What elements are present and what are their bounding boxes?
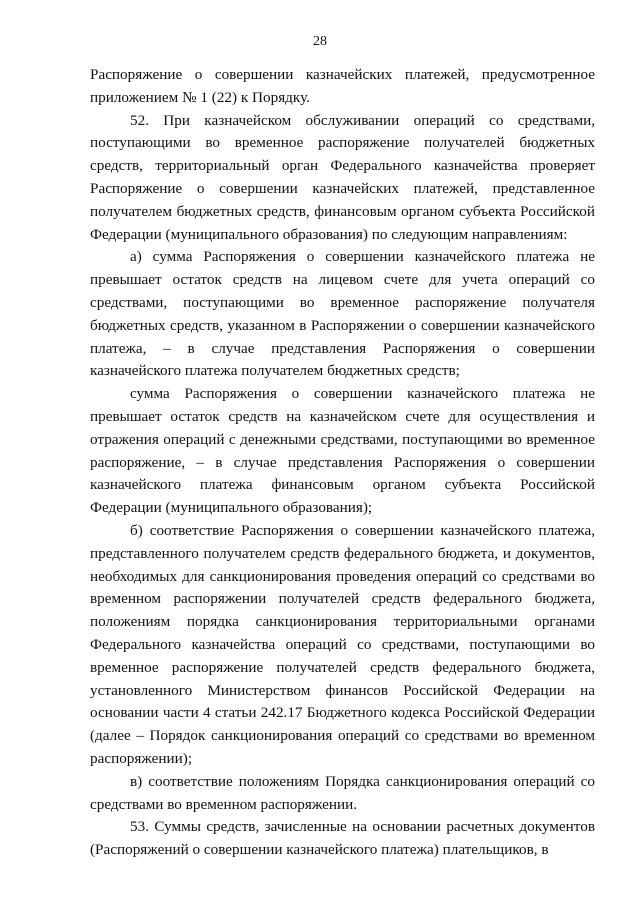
document-body [90,64,595,862]
paragraph-6: в) соответствие положениям Порядка санкционирования операций со средствами во временном распоряжении. [90,772,595,813]
paragraph-4: сумма Распоряжения о совершении казначейского платежа не превышает остаток средств на казначейском счете для осуществления и отражения операций с денежными средствами, поступающими во временное распоряжение, – в случае представления Распоряжения о совершении казначейского платежа финансовым органом субъекта Российской Федерации (муниципального образования); [90,385,595,517]
paragraph-1: Распоряжение о совершении казначейских платежей, предусмотренное приложением № 1 (22) к Порядку. [90,66,595,106]
paragraph-3: а) сумма Распоряжения о совершении казначейского платежа не превышает остаток средств на лицевом счете для учета операций со средствами, поступающими во временное распоряжение получателя бюджетных средств, указанном в Распоряжении о совершении казначейского платежа, – в случае представления Распоряжения о совершении казначейского платежа получателем бюджетных средств; [90,248,595,380]
page-number: 28 [313,34,327,49]
paragraph-7: 53. Суммы средств, зачисленные на основании расчетных документов (Распоряжений о совершении казначейского платежа) плательщиков, в [90,818,595,859]
paragraph-2: 52. При казначейском обслуживании операций со средствами, поступающими во временное распоряжение получателей бюджетных средств, территориальный орган Федерального казначейства проверяет Распоряжение о совершении казначейских платежей, представленное получателем бюджетных средств, финансовым органом субъекта Российской Федерации (муниципального образования) по следующим направлениям: [90,111,595,243]
paragraph-5: б) соответствие Распоряжения о совершении казначейского платежа, представленного получателем средств федерального бюджета, и документов, необходимых для санкционирования проведения операций со средствами во временном распоряжении получателей средств федерального бюджета, положениям порядка санкционирования территориальными органами Федерального казначейства операций со средствами, поступающими во временное распоряжение получателей средств федерального бюджета, установленного Министерством финансов Российской Федерации на основании части 4 статьи 242.17 Бюджетного кодекса Российской Федерации (далее – Порядок санкционирования операций со средствами во временном распоряжении); [90,521,595,767]
